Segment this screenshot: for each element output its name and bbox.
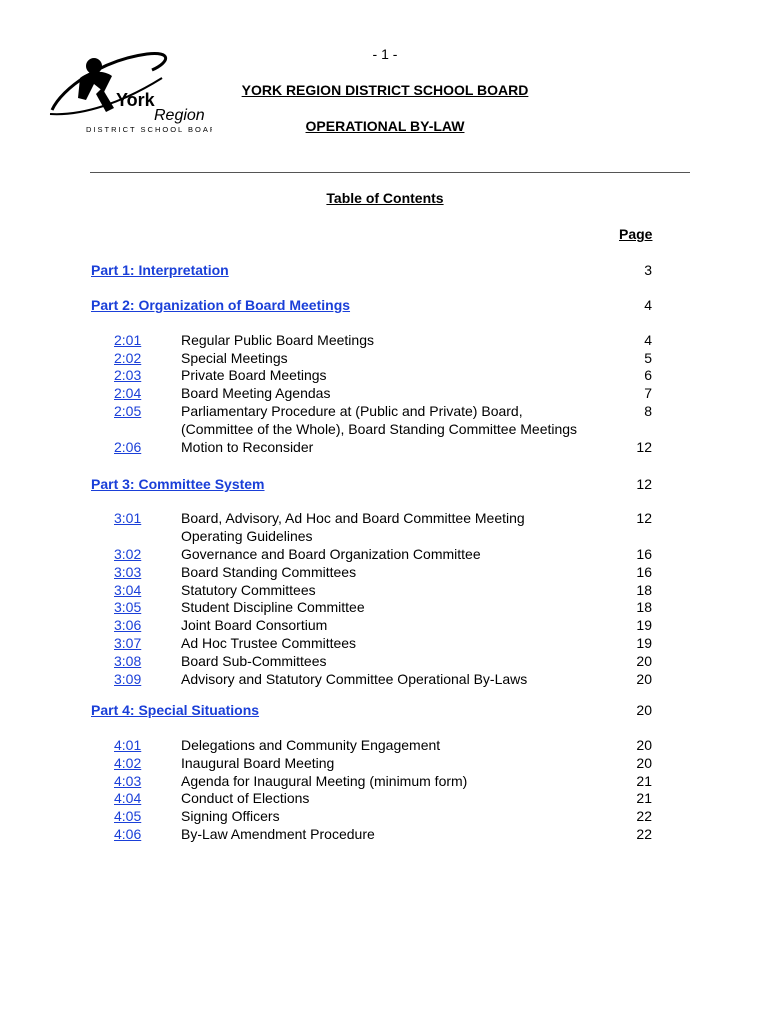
board-title: YORK REGION DISTRICT SCHOOL BOARD bbox=[241, 82, 529, 98]
toc-section-4-06-title: By-Law Amendment Procedure bbox=[181, 826, 375, 842]
toc-section-4-01-title: Delegations and Community Engagement bbox=[181, 737, 441, 753]
toc-section-2-03-page: 6 bbox=[644, 367, 652, 383]
toc-section-2-06-title: Motion to Reconsider bbox=[181, 439, 314, 455]
toc-part-2-page: 4 bbox=[644, 297, 652, 313]
toc-part-2-link[interactable]: Part 2: Organization of Board Meetings bbox=[91, 297, 351, 313]
toc-section-3-04-title: Statutory Committees bbox=[181, 582, 316, 598]
toc-section-4-05-title: Signing Officers bbox=[181, 808, 280, 824]
toc-section-3-01-title-line-1: Board, Advisory, Ad Hoc and Board Committee Meeting bbox=[181, 510, 525, 526]
toc-section-2-01-title: Regular Public Board Meetings bbox=[181, 332, 374, 348]
toc-section-3-04-page: 18 bbox=[636, 582, 652, 598]
toc-section-4-05-page: 22 bbox=[636, 808, 652, 824]
toc-section-3-03-page: 16 bbox=[636, 564, 652, 580]
toc-section-2-02-link[interactable]: 2:02 bbox=[114, 350, 142, 366]
toc-section-2-05-title-line-1: Parliamentary Procedure at (Public and Private) Board, bbox=[181, 403, 523, 419]
toc-section-3-04-link[interactable]: 3:04 bbox=[114, 582, 142, 598]
toc-part-1-page: 3 bbox=[644, 262, 652, 278]
toc-section-4-03-title: Agenda for Inaugural Meeting (minimum form) bbox=[181, 773, 468, 789]
toc-section-2-03-link[interactable]: 2:03 bbox=[114, 367, 142, 383]
toc-section-4-02-link[interactable]: 4:02 bbox=[114, 755, 142, 771]
toc-section-3-01-link[interactable]: 3:01 bbox=[114, 510, 142, 526]
toc-section-3-08-title: Board Sub-Committees bbox=[181, 653, 327, 669]
toc-section-4-05-link[interactable]: 4:05 bbox=[114, 808, 142, 824]
page-number: - 1 - bbox=[372, 46, 398, 62]
toc-section-3-05-page: 18 bbox=[636, 599, 652, 615]
toc-section-3-07-title: Ad Hoc Trustee Committees bbox=[181, 635, 357, 651]
logo-tagline: DISTRICT SCHOOL BOARD bbox=[86, 125, 212, 134]
toc-section-3-09-page: 20 bbox=[636, 671, 652, 687]
toc-section-3-03-link[interactable]: 3:03 bbox=[114, 564, 142, 580]
toc-section-3-03-title: Board Standing Committees bbox=[181, 564, 357, 580]
toc-section-4-04-page: 21 bbox=[636, 790, 652, 806]
toc-section-2-05-page: 8 bbox=[644, 403, 652, 419]
toc-part-4-page: 20 bbox=[636, 702, 652, 718]
toc-section-4-02-title: Inaugural Board Meeting bbox=[181, 755, 335, 771]
toc-section-4-06-link[interactable]: 4:06 bbox=[114, 826, 142, 842]
toc-section-2-02-page: 5 bbox=[644, 350, 652, 366]
toc-section-3-09-title: Advisory and Statutory Committee Operational By-Laws bbox=[181, 671, 528, 687]
toc-section-3-06-page: 19 bbox=[636, 617, 652, 633]
horizontal-divider bbox=[90, 172, 690, 173]
toc-section-3-01-page: 12 bbox=[636, 510, 652, 526]
toc-section-4-01-link[interactable]: 4:01 bbox=[114, 737, 142, 753]
toc-section-3-05-link[interactable]: 3:05 bbox=[114, 599, 142, 615]
toc-section-4-01-page: 20 bbox=[636, 737, 652, 753]
page-column-header: Page bbox=[619, 226, 653, 242]
toc-part-3-page: 12 bbox=[636, 476, 652, 492]
toc-section-3-01-title-line-2: Operating Guidelines bbox=[181, 528, 313, 544]
toc-part-1-link[interactable]: Part 1: Interpretation bbox=[91, 262, 229, 278]
toc-section-4-03-link[interactable]: 4:03 bbox=[114, 773, 142, 789]
toc-section-2-01-link[interactable]: 2:01 bbox=[114, 332, 142, 348]
toc-title: Table of Contents bbox=[326, 190, 444, 206]
toc-section-3-06-title: Joint Board Consortium bbox=[181, 617, 328, 633]
logo-york-text: York bbox=[116, 90, 155, 110]
toc-section-2-05-title-line-2: (Committee of the Whole), Board Standing Committee Meetings bbox=[181, 421, 578, 437]
toc-section-3-09-link[interactable]: 3:09 bbox=[114, 671, 142, 687]
toc-section-3-06-link[interactable]: 3:06 bbox=[114, 617, 142, 633]
toc-section-2-03-title: Private Board Meetings bbox=[181, 367, 327, 383]
toc-section-3-08-link[interactable]: 3:08 bbox=[114, 653, 142, 669]
bylaw-title: OPERATIONAL BY-LAW bbox=[305, 118, 465, 134]
toc-section-2-06-page: 12 bbox=[636, 439, 652, 455]
toc-section-2-04-link[interactable]: 2:04 bbox=[114, 385, 142, 401]
toc-section-3-02-link[interactable]: 3:02 bbox=[114, 546, 142, 562]
toc-section-2-06-link[interactable]: 2:06 bbox=[114, 439, 142, 455]
toc-section-2-05-link[interactable]: 2:05 bbox=[114, 403, 142, 419]
toc-section-4-04-link[interactable]: 4:04 bbox=[114, 790, 142, 806]
toc-section-2-04-title: Board Meeting Agendas bbox=[181, 385, 331, 401]
toc-section-4-04-title: Conduct of Elections bbox=[181, 790, 310, 806]
toc-section-3-07-page: 19 bbox=[636, 635, 652, 651]
toc-section-3-02-title: Governance and Board Organization Committee bbox=[181, 546, 481, 562]
toc-section-2-01-page: 4 bbox=[644, 332, 652, 348]
toc-section-3-07-link[interactable]: 3:07 bbox=[114, 635, 142, 651]
logo-region-text: Region bbox=[154, 107, 205, 124]
toc-section-4-03-page: 21 bbox=[636, 773, 652, 789]
toc-section-3-02-page: 16 bbox=[636, 546, 652, 562]
toc-part-4-link[interactable]: Part 4: Special Situations bbox=[91, 702, 260, 718]
toc-section-2-04-page: 7 bbox=[644, 385, 652, 401]
toc-section-3-05-title: Student Discipline Committee bbox=[181, 599, 365, 615]
toc-section-2-02-title: Special Meetings bbox=[181, 350, 288, 366]
toc-section-3-08-page: 20 bbox=[636, 653, 652, 669]
toc-section-4-02-page: 20 bbox=[636, 755, 652, 771]
toc-part-3-link[interactable]: Part 3: Committee System bbox=[91, 476, 265, 492]
toc-section-4-06-page: 22 bbox=[636, 826, 652, 842]
